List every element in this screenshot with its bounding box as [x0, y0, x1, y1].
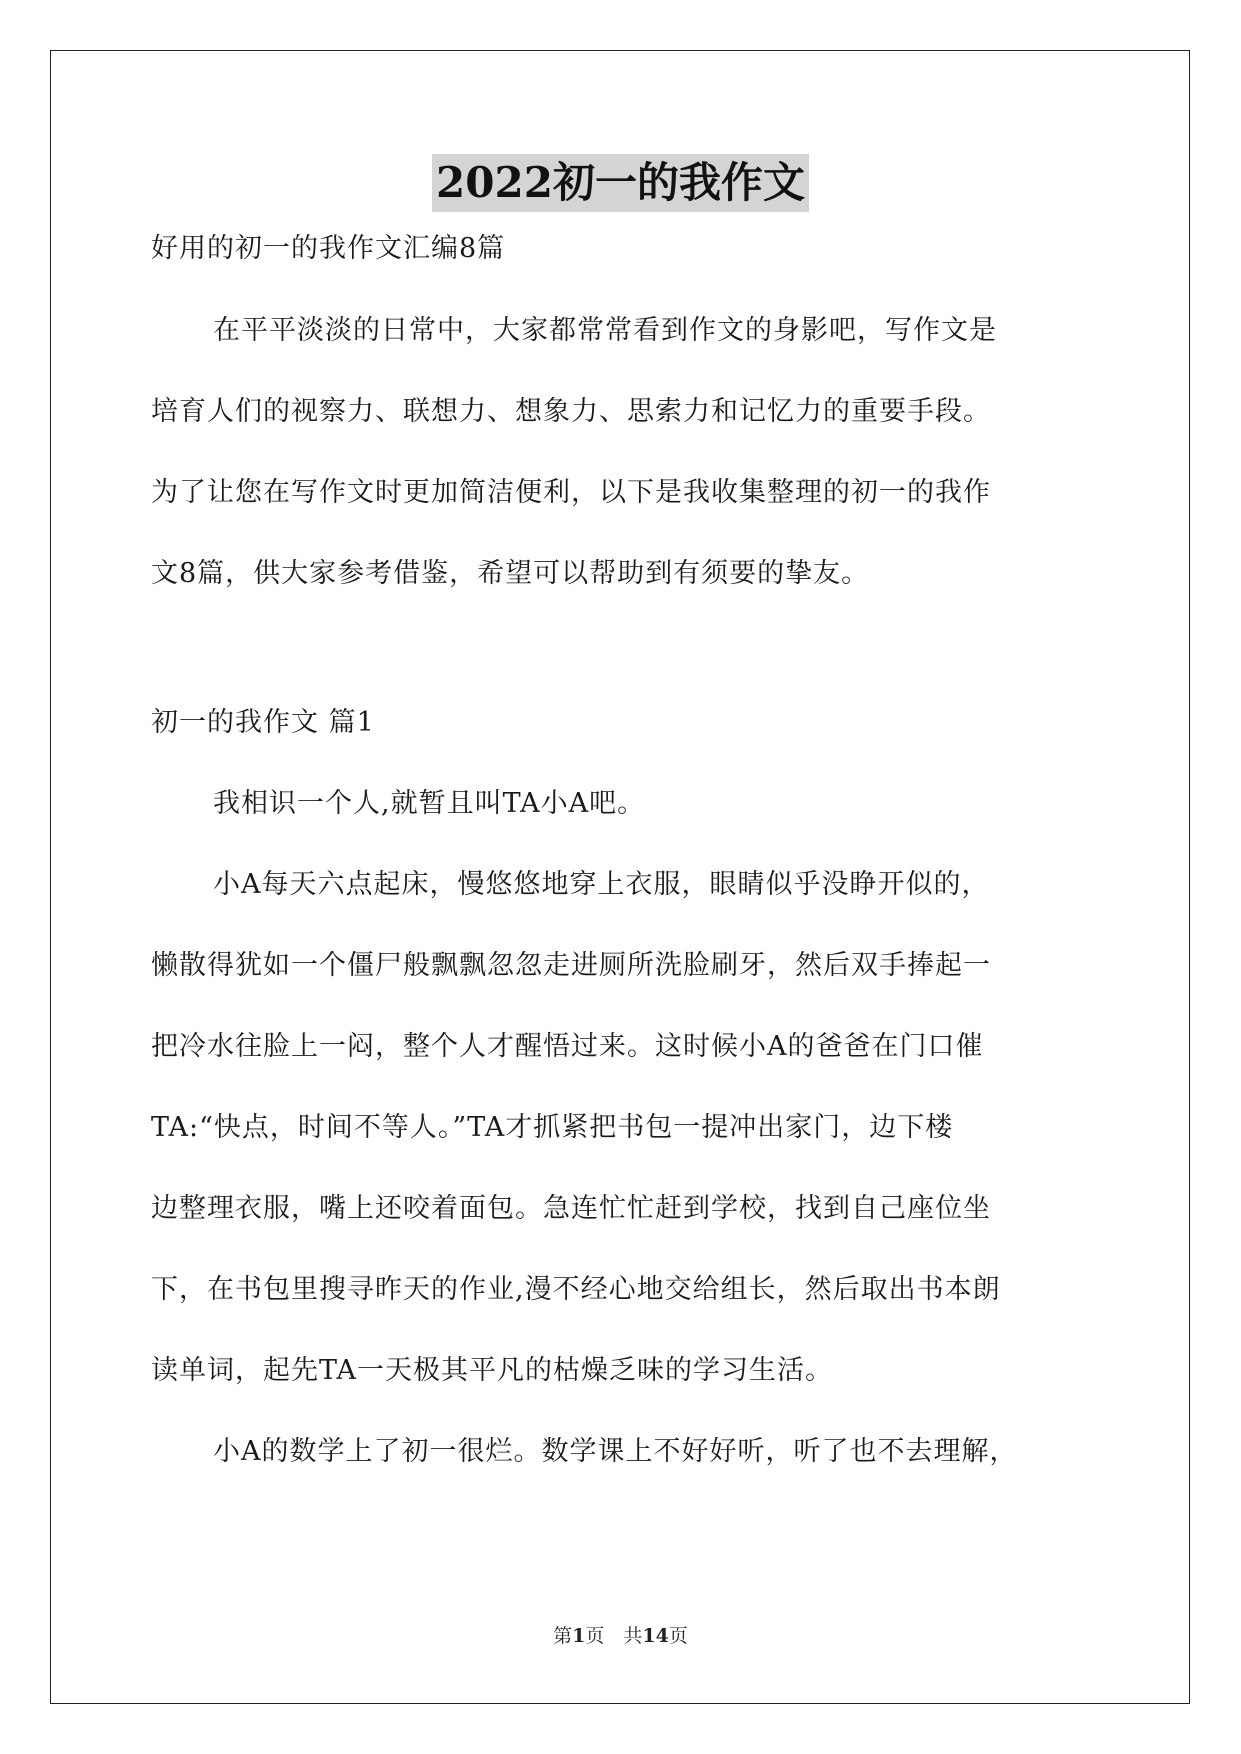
- paragraph-2-line: 小A每天六点起床，慢悠悠地穿上衣服，眼睛似乎没睁开似的，: [213, 869, 990, 900]
- section-heading: 初一的我作文 篇1: [151, 707, 375, 738]
- paragraph-2-line: 下，在书包里搜寻昨天的作业,漫不经心地交给组长，然后取出书本朗: [151, 1274, 1001, 1305]
- paragraph-2-line: 懒散得犹如一个僵尸般飘飘忽忽走进厕所洗脸刷牙，然后双手捧起一: [151, 950, 991, 981]
- paragraph-2-line: 把冷水往脸上一闷，整个人才醒悟过来。这时候小A的爸爸在门口催: [151, 1031, 984, 1062]
- footer-page-number: 1: [572, 1625, 586, 1647]
- document-title: 2022初一的我作文: [432, 154, 809, 212]
- paragraph-1: 我相识一个人,就暂且叫TA小A吧。: [213, 788, 646, 819]
- intro-line: 在平平淡淡的日常中，大家都常常看到作文的身影吧，写作文是: [213, 315, 997, 346]
- paragraph-2-line: 边整理衣服，嘴上还咬着面包。急连忙忙赶到学校，找到自己座位坐: [151, 1193, 991, 1224]
- intro-line: 培育人们的视察力、联想力、想象力、思索力和记忆力的重要手段。: [151, 396, 991, 427]
- footer-mid: 页 共: [585, 1625, 643, 1647]
- paragraph-3: 小A的数学上了初一很烂。数学课上不好好听，听了也不去理解，: [213, 1436, 1018, 1467]
- document-subtitle: 好用的初一的我作文汇编8篇: [151, 233, 506, 264]
- paragraph-2-line: TA:“快点，时间不等人。”TA才抓紧把书包一提冲出家门，边下楼: [151, 1112, 954, 1143]
- footer-suffix: 页: [668, 1625, 688, 1647]
- paragraph-2-line: 读单词，起先TA一天极其平凡的枯燥乏味的学习生活。: [151, 1355, 834, 1386]
- section-1: [151, 706, 1096, 1469]
- footer-total-pages: 14: [642, 1625, 669, 1647]
- title-wrap: [0, 154, 1241, 212]
- intro-paragraph: [151, 314, 1096, 591]
- footer-prefix: 第: [553, 1625, 573, 1647]
- page-footer: [0, 1624, 1241, 1648]
- intro-line: 文8篇，供大家参考借鉴，希望可以帮助到有须要的挚友。: [151, 558, 870, 589]
- intro-line: 为了让您在写作文时更加简洁便利，以下是我收集整理的初一的我作: [151, 477, 991, 508]
- document-body: [151, 232, 1096, 1516]
